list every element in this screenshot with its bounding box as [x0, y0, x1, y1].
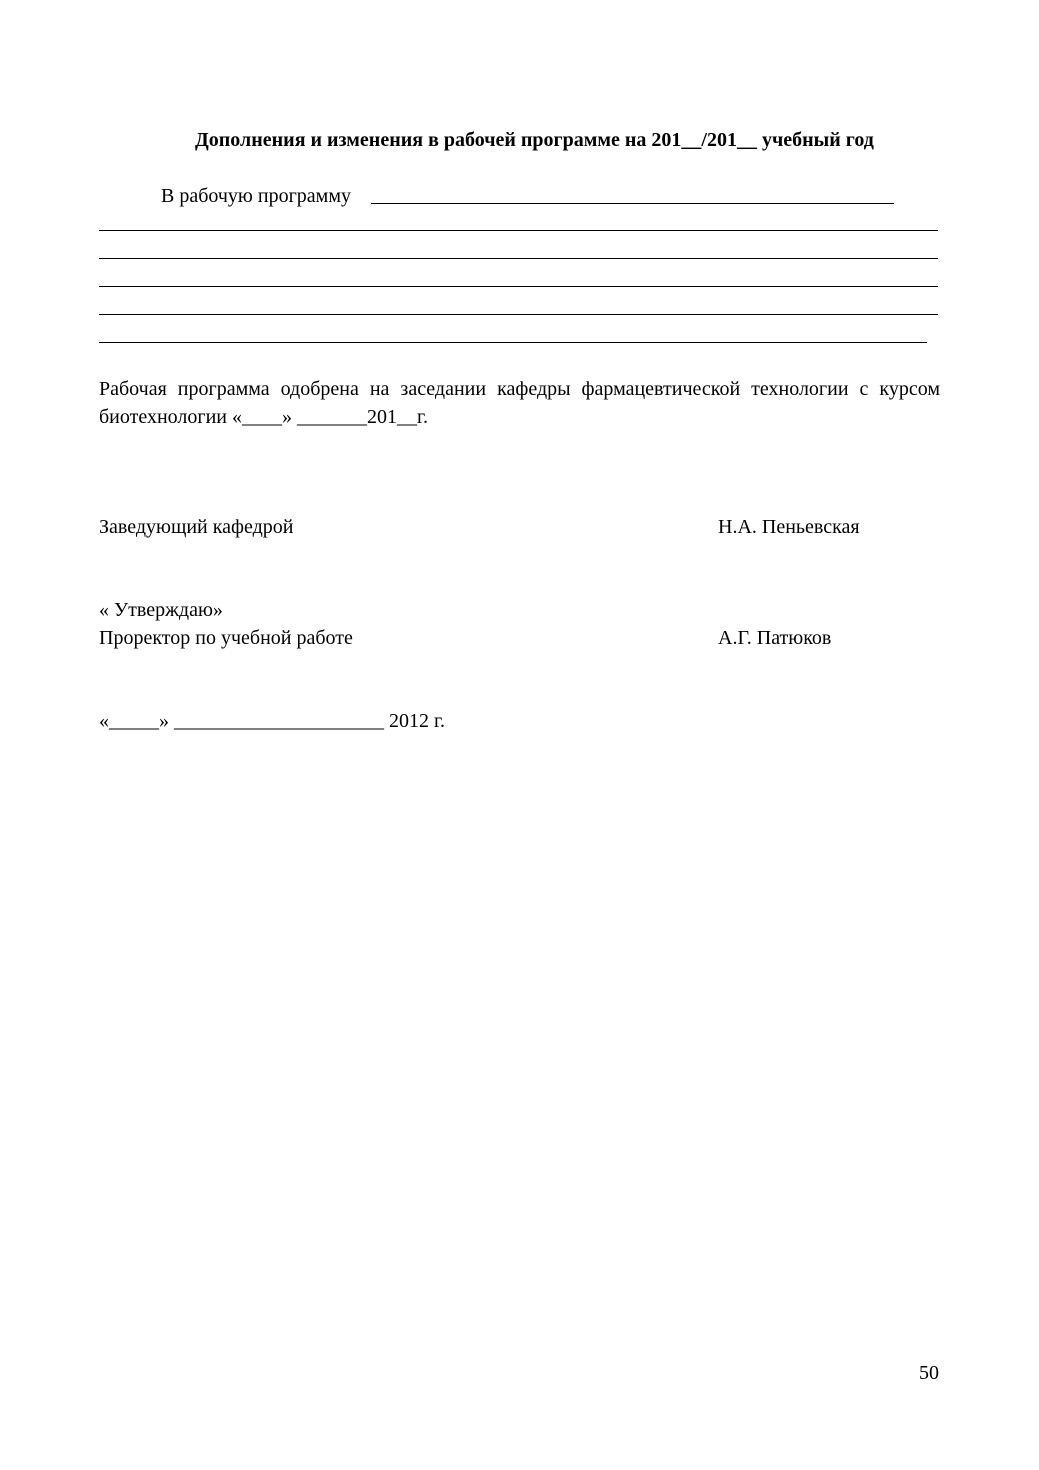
approval-line-2: биотехнологии «____» _______201__г. — [99, 406, 428, 428]
intro-label: В рабочую программу — [161, 185, 351, 207]
blank-line-1 — [99, 230, 938, 231]
intro-blank-line — [371, 203, 894, 204]
blank-line-4 — [99, 314, 938, 315]
approval-paragraph — [99, 375, 940, 431]
head-of-department-label: Заведующий кафедрой — [99, 516, 294, 538]
blank-line-2 — [99, 258, 938, 259]
approve-label: « Утверждаю» — [99, 599, 223, 621]
head-of-department-name: Н.А. Пеньевская — [718, 516, 860, 538]
document-title: Дополнения и изменения в рабочей программе на 201__/201__ учебный год — [195, 129, 874, 151]
approval-line-1: Рабочая программа одобрена на заседании кафедры фармацевтической технологии с курсом — [99, 378, 940, 400]
blank-line-5 — [99, 342, 927, 343]
date-line: «_____» _____________________ 2012 г. — [99, 710, 445, 732]
page-number: 50 — [919, 1362, 939, 1384]
blank-line-3 — [99, 286, 938, 287]
vice-rector-name: А.Г. Патюков — [718, 627, 832, 649]
vice-rector-label: Проректор по учебной работе — [99, 627, 353, 649]
